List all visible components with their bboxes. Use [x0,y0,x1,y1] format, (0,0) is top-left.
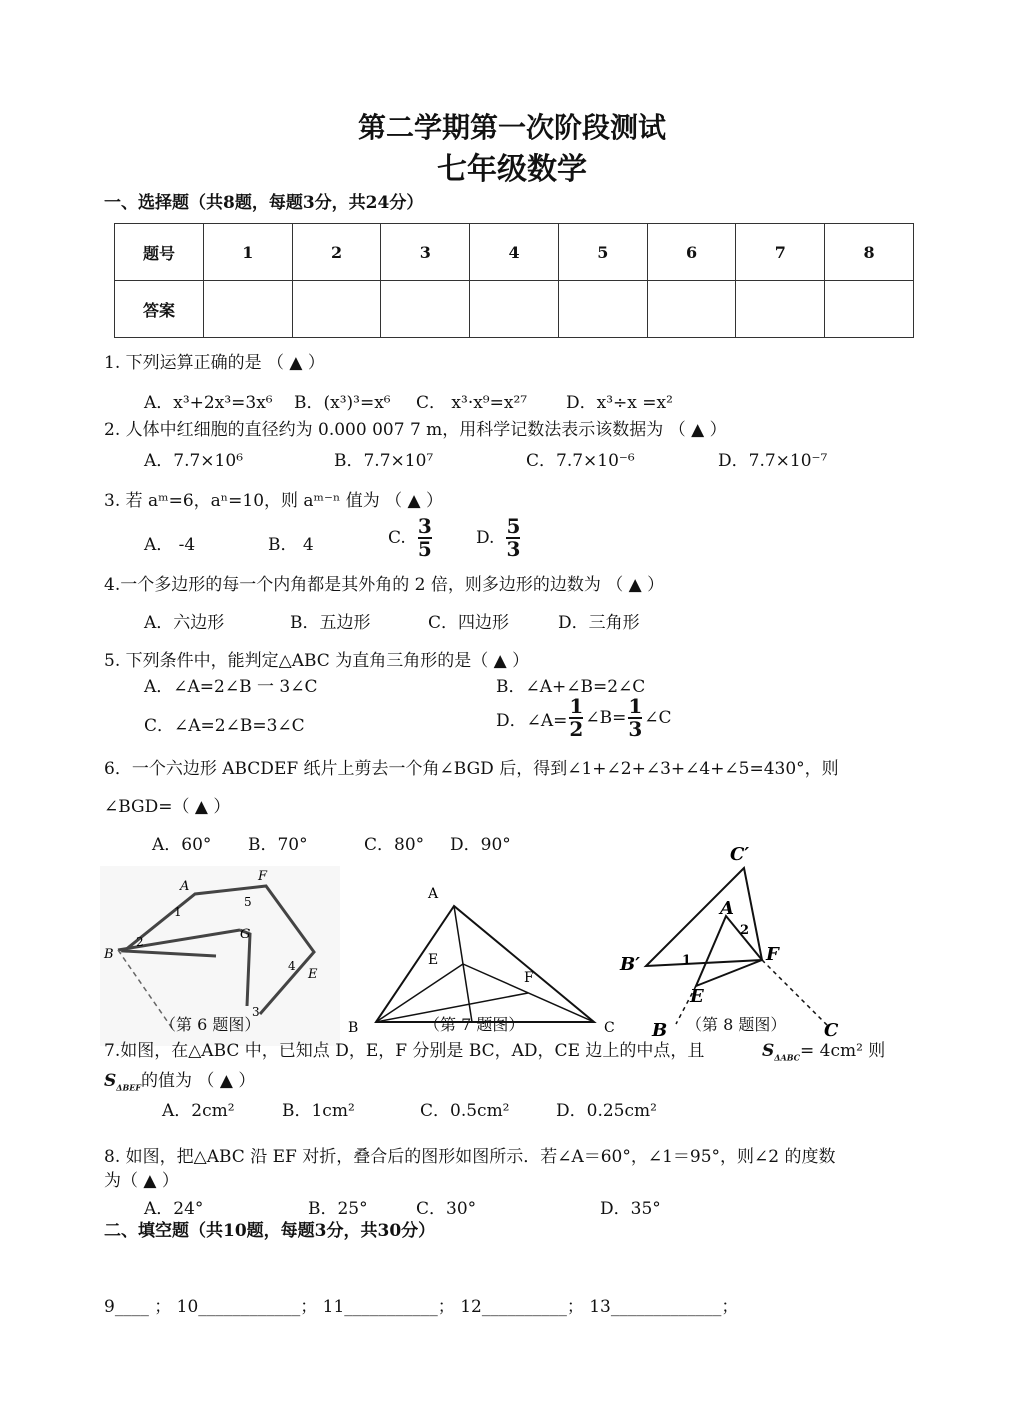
answer-cell[interactable] [470,281,559,338]
page-title: 第二学期第一次阶段测试 [357,111,666,144]
label: 4 [288,959,296,973]
option-text: ∠C [644,708,672,728]
table-cell: 答案 [115,281,204,338]
triangle-folded [646,868,762,966]
q2-option-b: B．7.7×10⁷ [334,451,434,471]
label: C′ [730,844,750,865]
stem-text: 的值为 （ ▲ ） [141,1071,256,1091]
label: F [766,944,779,965]
area-value: = 4cm² 则 [799,1041,886,1061]
label: A [180,879,190,894]
fraction [418,516,432,560]
q3-option-c [388,516,434,560]
question-8-stem-cont: 为（ ▲ ） [104,1171,179,1191]
question-3-stem: 3. 若 aᵐ=6，aⁿ=10，则 aᵐ⁻ⁿ 值为 （ ▲ ） [104,491,443,511]
question-2-stem: 2. 人体中红细胞的直径约为 0.000 007 7 m，用科学记数法表示该数据为 （ ▲ ） [104,420,727,440]
numerator: 5 [506,514,521,538]
answer-table [114,223,914,338]
figure-8-folded-triangle [614,840,854,1040]
q1-option-a: A．x³+2x³=3x⁶ [144,393,273,413]
table-cell: 3 [381,224,470,281]
page-subtitle: 七年级数学 [437,152,587,187]
q5-option-a: A．∠A=2∠B 一 3∠C [144,677,318,697]
label: B′ [620,954,640,975]
q8-option-d: D．35° [600,1199,661,1219]
label: A [428,886,439,902]
question-7-stem-cont [104,1066,255,1092]
q2-option-d: D．7.7×10⁻⁷ [718,451,828,471]
label: F [258,869,268,884]
answer-cell[interactable] [381,281,470,338]
q7-option-d: D．0.25cm² [556,1101,657,1121]
label: E [308,967,318,982]
table-cell: 8 [825,224,914,281]
answer-cell[interactable] [558,281,647,338]
answer-cell[interactable] [736,281,825,338]
triangle-aef [696,916,762,986]
label: E [428,952,439,968]
triangle-abc [376,906,594,1022]
answer-cell[interactable] [647,281,736,338]
label: B [104,947,114,962]
q6-option-b: B．70° [248,835,308,855]
q3-option-b: B． 4 [268,535,314,555]
table-cell: 2 [292,224,381,281]
q1-option-b: B．(x³)³=x⁶ [294,393,391,413]
q8-option-a: A．24° [144,1199,204,1219]
figure-6-caption: （第 6 题图） [160,1015,261,1034]
label: 5 [244,895,252,909]
q3-option-a: A． -4 [144,535,196,555]
denominator: 2 [569,717,584,741]
option-label: C. [388,528,406,548]
q7-option-b: B．1cm² [282,1101,355,1121]
table-cell: 1 [203,224,292,281]
label: B [652,1020,668,1040]
q7-option-a: A．2cm² [162,1101,235,1121]
q5-option-d [496,696,672,740]
table-cell: 5 [558,224,647,281]
question-4-stem: 4.一个多边形的每一个内角都是其外角的 2 倍，则多边形的边数为 （ ▲ ） [104,575,665,595]
area-subscript: ΔABC [774,1052,800,1063]
q1-option-d: D．x³÷x =x² [566,393,673,413]
option-text: ∠B= [585,708,627,728]
numerator: 1 [628,694,643,718]
q5-option-c: C．∠A=2∠B=3∠C [144,716,305,736]
figure-7-caption: （第 7 题图） [424,1015,525,1034]
label: C [604,1020,615,1036]
table-cell: 6 [647,224,736,281]
label: 1 [682,953,692,968]
label: G [240,927,251,942]
q3-option-d [476,516,522,560]
answer-cell[interactable] [825,281,914,338]
fill-blank-line[interactable]: 9____ ； 10____________； 11___________； 12__________； 13_____________； [104,1297,739,1317]
label: A [720,898,734,919]
option-label: D. [476,528,495,548]
table-cell: 题号 [115,224,204,281]
question-5-stem: 5. 下列条件中，能判定△ABC 为直角三角形的是（ ▲ ） [104,651,530,671]
q4-option-c: C．四边形 [428,613,510,633]
section-heading-choice: 一、选择题（共8题，每题3分，共24分） [104,193,424,213]
label: 3 [252,1005,260,1019]
q6-option-d: D．90° [450,835,511,855]
label: 2 [740,923,750,938]
question-6-stem: 6．一个六边形 ABCDEF 纸片上剪去一个角∠BGD 后，得到∠1+∠2+∠3+∠4+∠5=430°，则 [104,759,839,779]
label: 1 [174,905,182,919]
q2-option-a: A．7.7×10⁶ [144,451,244,471]
q5-option-b: B．∠A+∠B=2∠C [496,677,646,697]
answer-cell[interactable] [203,281,292,338]
q4-option-b: B．五边形 [290,613,371,633]
q4-option-d: D．三角形 [558,613,640,633]
label: C [824,1020,839,1040]
denominator: 3 [628,717,643,741]
fraction [569,696,583,740]
table-row [115,224,914,281]
table-row [115,281,914,338]
area-subscript: ΔBEF [116,1082,142,1093]
question-6-stem-cont: ∠BGD=（ ▲ ） [104,797,231,817]
label: F [524,970,534,986]
q7-area-abc [762,1036,885,1062]
q8-option-b: B．25° [308,1199,368,1219]
table-cell: 4 [470,224,559,281]
q6-option-c: C．80° [364,835,425,855]
option-text: D．∠A= [496,710,568,731]
label: E [690,986,704,1007]
fraction [506,516,520,560]
answer-cell[interactable] [292,281,381,338]
denominator: 3 [506,537,521,561]
q1-option-c: C． x³·x⁹=x²⁷ [416,393,528,413]
numerator: 1 [569,694,584,718]
label: 2 [136,935,144,949]
q4-option-a: A．六边形 [144,613,225,633]
table-cell: 7 [736,224,825,281]
question-8-stem: 8. 如图，把△ABC 沿 EF 对折，叠合后的图形如图所示．若∠A＝60°，∠1＝95°，则∠2 的度数 [104,1147,836,1167]
fraction [628,696,642,740]
q7-option-c: C．0.5cm² [420,1101,510,1121]
denominator: 5 [417,537,432,561]
numerator: 3 [417,514,432,538]
figure-8-caption: （第 8 题图） [686,1015,787,1034]
label: B [348,1020,359,1036]
area-symbol: S [104,1071,117,1091]
section-heading-fill: 二、填空题（共10题，每题3分，共30分） [104,1221,436,1241]
q8-option-c: C．30° [416,1199,477,1219]
area-symbol: S [762,1041,775,1061]
question-1-stem: 1. 下列运算正确的是 （ ▲ ） [104,353,325,373]
question-7-stem: 7.如图，在△ABC 中，已知点 D，E，F 分别是 BC，AD，CE 边上的中点，且 [104,1041,705,1061]
q6-option-a: A．60° [152,835,212,855]
q2-option-c: C．7.7×10⁻⁶ [526,451,635,471]
